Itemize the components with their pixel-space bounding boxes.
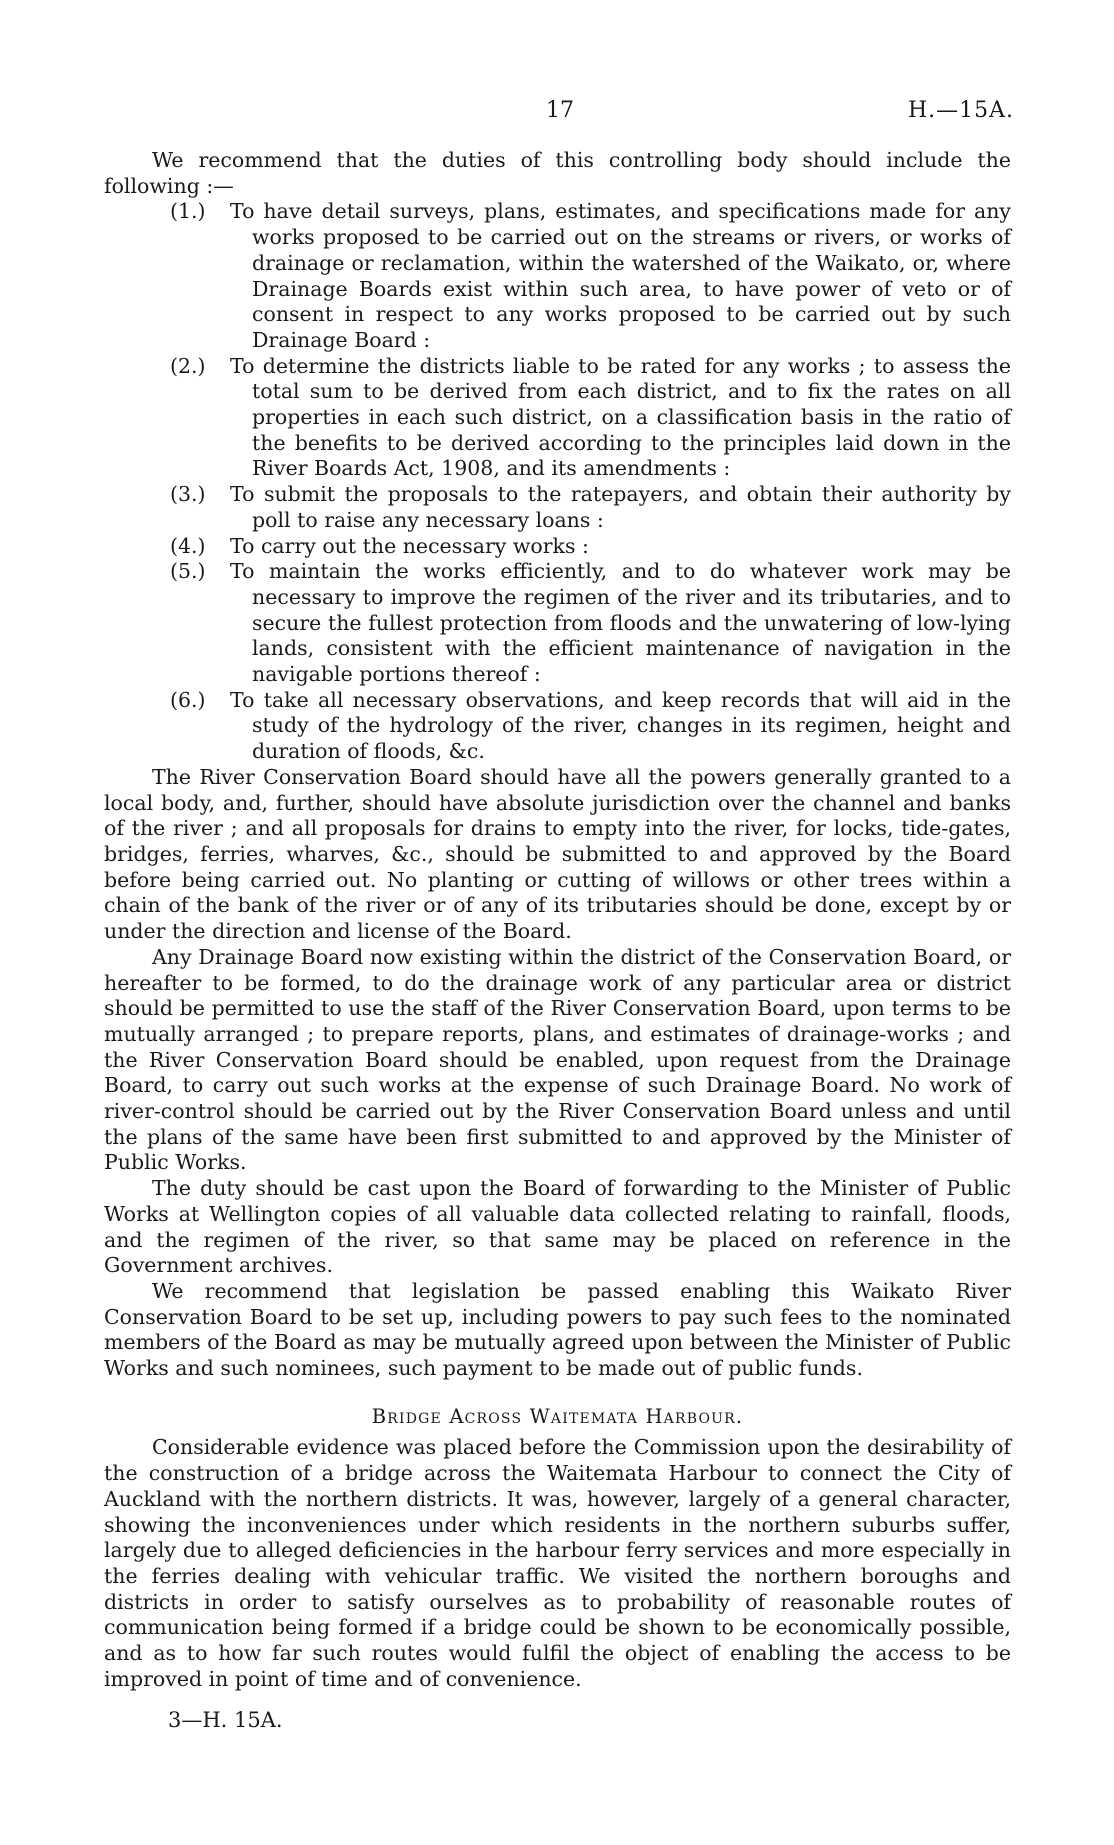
duty-item-1 [0,199,1011,353]
intro-paragraph: We recommend that the duties of this controlling body should include the following :— [104,148,1011,198]
paragraph-board-powers: The River Conservation Board should have all the powers generally granted to a local body, and, further, should have absolute jurisdiction over the channel and banks of the river ; and all proposals for drains to empty into the river, for locks, tide-gates, bridges, ferries, wharves, &c., should be submitted to and approved by the Board before being carried out. No planting or cutting of willows or other trees within a chain of the bank of the river or of any of its tributaries should be done, except by or under the direction and license of the Board. [104,764,1011,944]
duty-text-6: To take all necessary observations, and keep records that will aid in the study of the hydrology of the river, changes in its regimen, height and duration of floods, &c. [230,687,1011,764]
duty-label-6: (6.) [170,687,206,712]
duty-text-1: To have detail surveys, plans, estimates, and specifications made for any works proposed to be carried out on the streams or rivers, or works of drainage or reclamation, within the watershed of the Waikato, or, where Drainage Boards exist within such area, to have power of veto or of consent in respect to any works proposed to be carried out by such Drainage Board : [230,199,1011,352]
paragraph-data-forwarding: The duty should be cast upon the Board of forwarding to the Minister of Public Works at Wellington copies of all valuable data collected relating to rainfall, floods, and the regimen of the river, so that same may be placed on reference in the Government archives. [104,1176,1011,1278]
duties-list [0,199,1011,764]
document-reference: H.—15A. [907,98,1014,123]
paragraph-bridge: Considerable evidence was placed before the Commission upon the desirability of the construction of a bridge across the Waitemata Harbour to connect the City of Auckland with the northern districts. It was, however, largely of a general character, showing the inconveniences under which residents in the northern suburbs suffer, largely due to alleged deficiencies in the harbour ferry services and more especially in the ferries dealing with vehicular traffic. We visited the northern boroughs and districts in order to satisfy ourselves as to probability of reasonable routes of communication being formed if a bridge could be shown to be economically possible, and as to how far such routes would fulfil the object of enabling the access to be improved in point of time and of convenience. [104,1435,1011,1691]
duty-text-3: To submit the proposals to the ratepayers, and obtain their authority by poll to raise any necessary loans : [230,482,1011,532]
duty-label-5: (5.) [170,559,206,584]
duty-label-1: (1.) [170,199,206,224]
duty-label-4: (4.) [170,533,206,558]
signature-reference: 3—H. 15A. [168,1708,283,1733]
duty-item-4 [0,534,1011,560]
duty-text-5: To maintain the works efficiently, and to do whatever work may be necessary to improve the regimen of the river and its tributaries, and to secure the fullest protection from floods and the unwatering of low-lying lands, consistent with the efficient maintenance of navigation in the navigable portions thereof : [230,559,1011,687]
duty-item-2 [0,354,1011,483]
paragraph-legislation: We recommend that legislation be passed enabling this Waikato River Conservation Board to be set up, including powers to pay such fees to the nominated members of the Board as may be mutually agreed upon between the Minister of Public Works and such nominees, such payment to be made out of public funds. [104,1278,1011,1381]
duty-item-5 [0,559,1011,688]
duty-label-2: (2.) [170,353,206,378]
duty-label-3: (3.) [170,482,206,507]
section-heading: Bridge Across Waitemata Harbour. [371,1404,744,1428]
duty-item-3 [0,482,1011,533]
duty-text-2: To determine the districts liable to be rated for any works ; to assess the total sum to be derived from each district, and to fix the rates on all properties in each such district, on a classification basis in the ratio of the benefits to be derived according to the principles laid down in the River Boards Act, 1908, and its amendments : [230,353,1011,481]
duty-item-6 [0,688,1011,765]
page-number: 17 [546,98,574,123]
paragraph-drainage-boards: Any Drainage Board now existing within the district of the Conservation Board, or hereafter to be formed, to do the drainage work of any particular area or district should be permitted to use the staff of the River Conservation Board, upon terms to be mutually arranged ; to prepare reports, plans, and estimates of drainage-works ; and the River Conservation Board should be enabled, upon request from the Drainage Board, to carry out such works at the expense of such Drainage Board. No work of river-control should be carried out by the River Conservation Board unless and until the plans of the same have been first submitted to and approved by the Minister of Public Works. [104,944,1011,1175]
duty-text-4: To carry out the necessary works : [230,533,589,558]
body-text [104,148,1011,1734]
